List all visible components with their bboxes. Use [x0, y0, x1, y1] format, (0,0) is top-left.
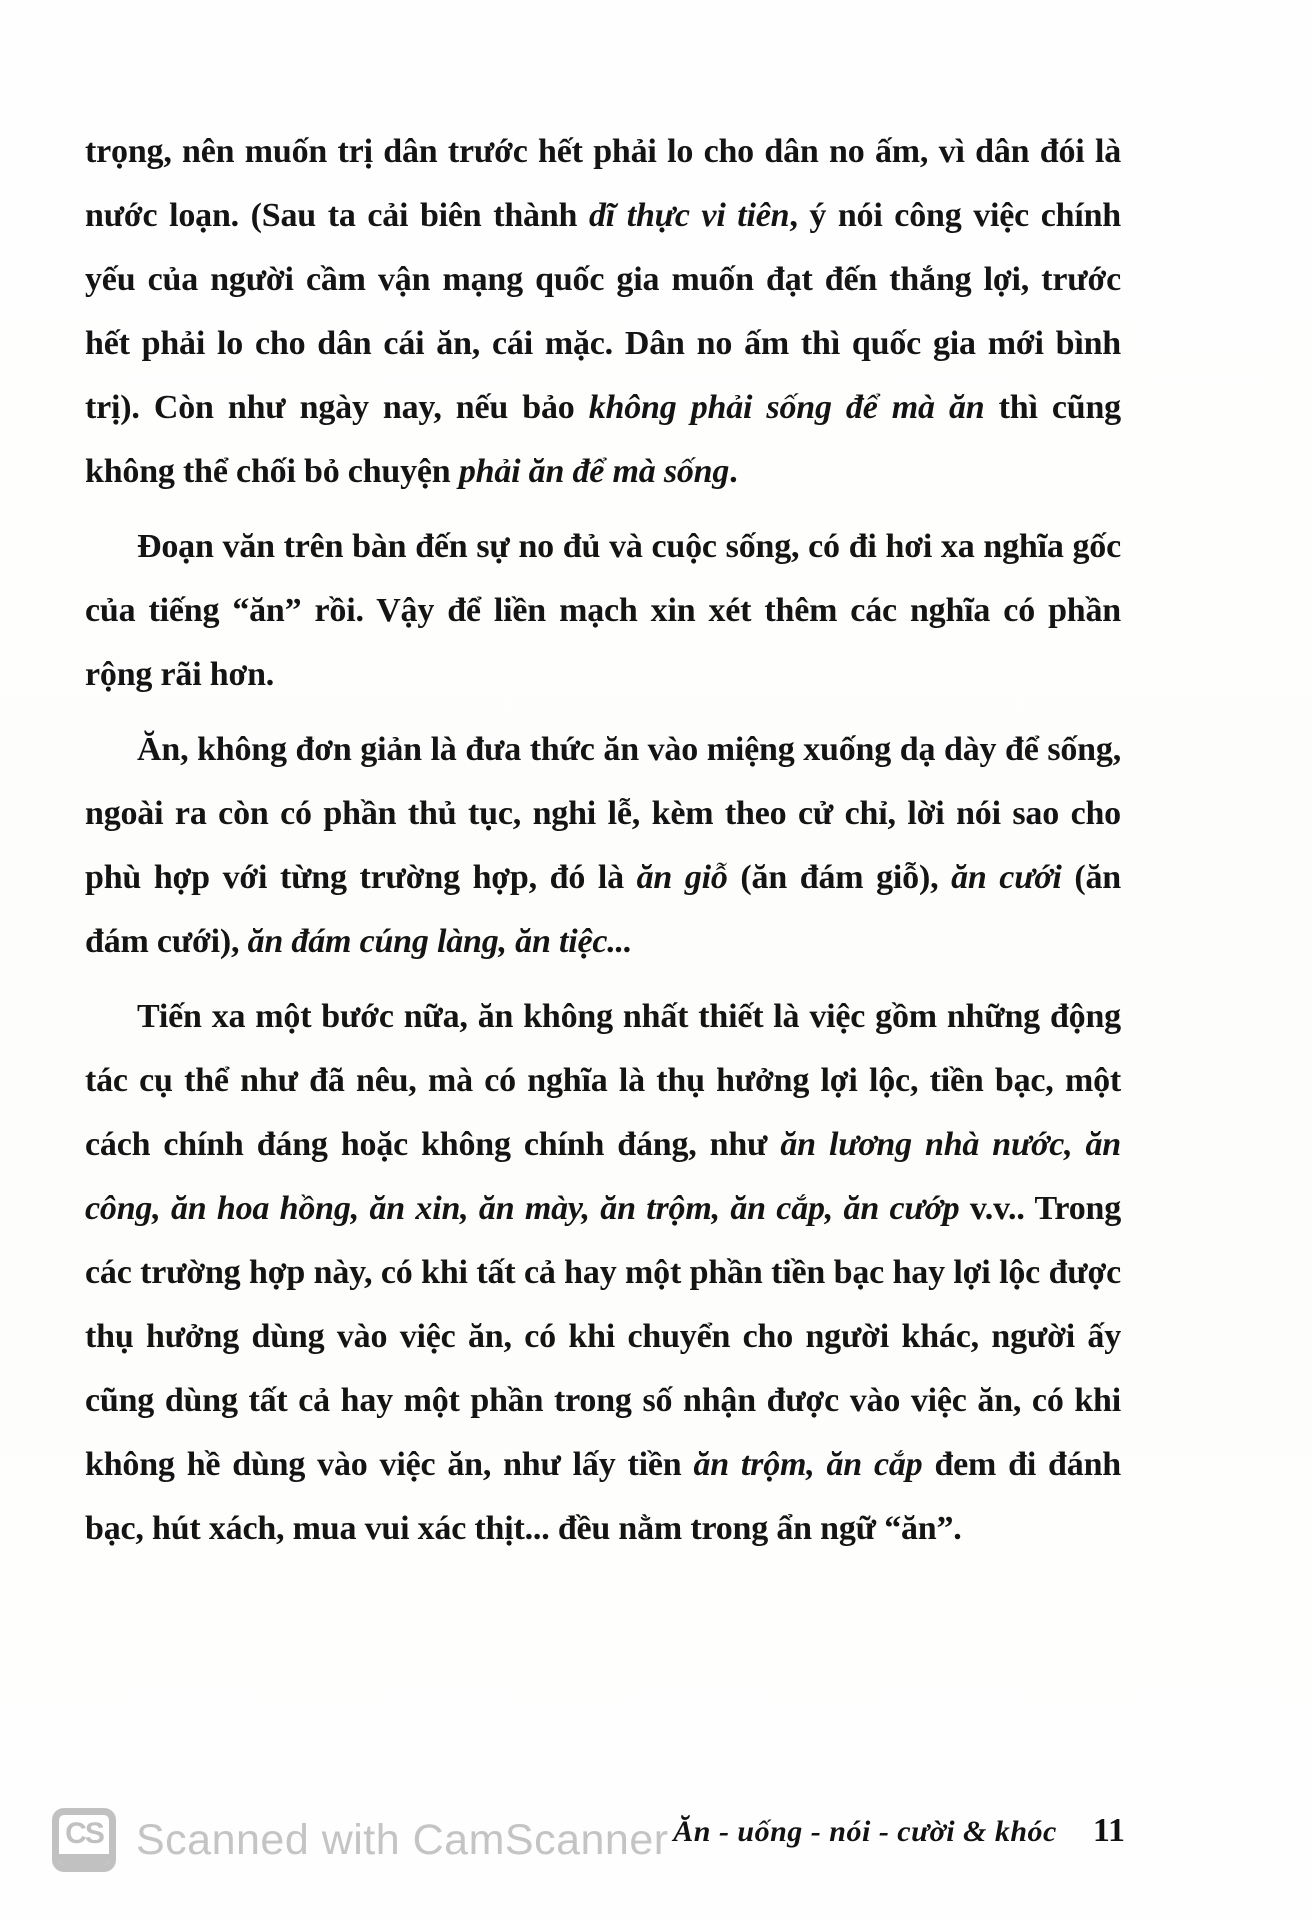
italic-text-segment: ăn đám cúng làng, ăn tiệc... — [247, 923, 633, 960]
text-segment: đem đi đánh bạc, hút xách, mua vui xác thịt... đều nằm trong ẩn ngữ “ăn”. — [85, 1446, 1121, 1547]
italic-text-segment: ăn cưới — [951, 859, 1062, 896]
text-segment: trọng, nên muốn trị dân trước hết phải lo cho dân no ấm, vì dân đói là nước loạn. (Sau ta cải biên thành — [85, 133, 1121, 234]
paragraph — [85, 515, 1121, 707]
running-title: Ăn - uống - nói - cười & khóc — [673, 1815, 1057, 1848]
text-segment: thì cũng không thể chối bỏ chuyện — [85, 389, 1121, 490]
text-segment: Đoạn văn trên bàn đến sự no đủ và cuộc sống, có đi hơi xa nghĩa gốc của tiếng “ăn” rồi. Vậy để liền mạch xin xét thêm các nghĩa có phần rộng rãi hơn. — [85, 528, 1121, 693]
page-body-text — [85, 120, 1121, 1572]
paragraph — [85, 985, 1121, 1561]
camscanner-logo-text: CS — [65, 1817, 103, 1850]
text-segment: v.v.. Trong các trường hợp này, có khi tất cả hay một phần tiền bạc hay lợi lộc được thụ hưởng dùng vào việc ăn, có khi chuyển cho người khác, người ấy cũng dùng tất cả hay một phần trong số nhận được vào việc ăn, có khi không hề dùng vào việc ăn, như lấy tiền — [85, 1190, 1122, 1483]
italic-text-segment: không phải sống để mà ăn — [588, 389, 985, 426]
text-segment: Ăn, không đơn giản là đưa thức ăn vào miệng xuống dạ dày để sống, ngoài ra còn có phần thủ tục, nghi lễ, kèm theo cử chỉ, lời nói sao cho phù hợp với từng trường hợp, đó là — [85, 731, 1121, 896]
camscanner-logo-icon — [52, 1808, 116, 1872]
page-number: 11 — [1092, 1812, 1125, 1849]
italic-text-segment: ăn trộm, ăn cắp — [693, 1446, 923, 1483]
page-footer — [673, 1812, 1125, 1850]
italic-text-segment: phải ăn để mà sống — [458, 453, 730, 490]
italic-text-segment: ăn lương nhà nước, ăn công, ăn hoa hồng, ăn xin, ăn mày, ăn trộm, ăn cắp, ăn cướp — [85, 1126, 1122, 1227]
paragraph — [85, 120, 1121, 504]
text-segment: (ăn đám giỗ), — [727, 859, 952, 896]
paragraph — [85, 718, 1121, 974]
text-segment: , ý nói công việc chính yếu của người cầm vận mạng quốc gia muốn đạt đến thắng lợi, trước hết phải lo cho dân cái ăn, cái mặc. Dân no ấm thì quốc gia mới bình trị). Còn như ngày nay, nếu bảo — [85, 197, 1121, 426]
italic-text-segment: dĩ thực vi tiên — [588, 197, 790, 234]
camscanner-attribution — [52, 1808, 669, 1872]
scan-attribution-text: Scanned with CamScanner — [136, 1815, 669, 1864]
italic-text-segment: ăn giỗ — [636, 859, 728, 896]
text-segment: . — [729, 453, 738, 490]
camscanner-logo-base — [52, 1854, 116, 1872]
text-segment: (ăn đám cưới), — [85, 859, 1121, 960]
text-segment: Tiến xa một bước nữa, ăn không nhất thiết là việc gồm những động tác cụ thể như đã nêu, mà có nghĩa là thụ hưởng lợi lộc, tiền bạc, một cách chính đáng hoặc không chính đáng, như — [85, 998, 1121, 1163]
